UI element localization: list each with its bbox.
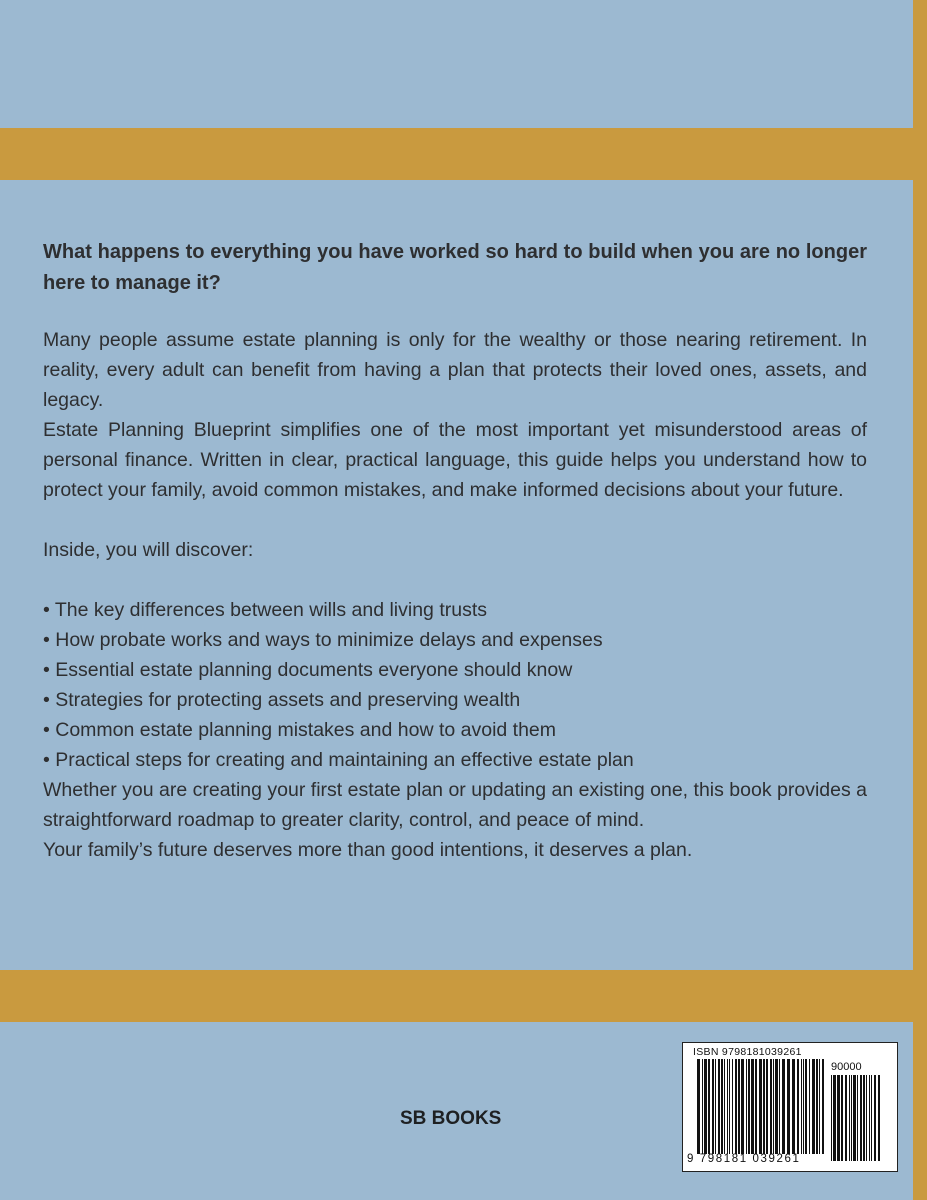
barcode-bar [857, 1075, 858, 1161]
barcode-bar [805, 1059, 807, 1154]
list-item: • Practical steps for creating and maintaining an effective estate plan [43, 749, 634, 771]
barcode-bar [718, 1059, 720, 1154]
back-cover-text [43, 237, 867, 865]
barcode-bar [721, 1059, 723, 1154]
isbn-barcode [682, 1042, 898, 1172]
barcode-bar [724, 1059, 725, 1154]
list-item: • The key differences between wills and living trusts [43, 599, 487, 621]
barcode-bar [763, 1059, 765, 1154]
top-panel [0, 0, 913, 128]
barcode-addon-bars [831, 1075, 883, 1161]
closing-paragraph: Whether you are creating your first estate plan or updating an existing one, this book provides a straightforward roadmap to greater clarity, control, and peace of mind. [43, 779, 867, 831]
barcode-bar [715, 1059, 716, 1154]
isbn-label: ISBN 9798181039261 [693, 1046, 802, 1058]
barcode-bar [732, 1059, 733, 1154]
barcode-bar [741, 1059, 744, 1154]
barcode-bar [755, 1059, 757, 1154]
spacer [43, 565, 867, 595]
barcode-bar [878, 1075, 880, 1161]
barcode-bars [697, 1059, 825, 1154]
barcode-bar [809, 1059, 810, 1154]
list-item: • Common estate planning mistakes and how to avoid them [43, 719, 557, 741]
barcode-bar [746, 1059, 747, 1154]
barcode-bar [869, 1075, 870, 1161]
spacer [43, 505, 867, 535]
barcode-bar [819, 1059, 820, 1154]
barcode-bar [766, 1059, 768, 1154]
barcode-digits: 9 798181 039261 [687, 1153, 801, 1165]
closing-paragraph: Your family’s future deserves more than good intentions, it deserves a plan. [43, 839, 693, 861]
barcode-bar [759, 1059, 762, 1154]
barcode-bar [770, 1059, 772, 1154]
barcode-bar [704, 1059, 707, 1154]
list-item: • Strategies for protecting assets and preserving wealth [43, 689, 521, 711]
barcode-bar [702, 1059, 703, 1154]
discover-lead: Inside, you will discover: [43, 539, 254, 561]
barcode-bar [841, 1075, 843, 1161]
barcode-bar [866, 1075, 867, 1161]
headline: What happens to everything you have worked so hard to build when you are no longer here to manage it? [43, 241, 867, 294]
barcode-bar [816, 1059, 818, 1154]
barcode-bar [797, 1059, 799, 1154]
barcode-bar [727, 1059, 728, 1154]
barcode-bar [851, 1075, 852, 1161]
barcode-bar [779, 1059, 780, 1154]
barcode-bar [729, 1059, 730, 1154]
list-item: • Essential estate planning documents everyone should know [43, 659, 573, 681]
barcode-bar [748, 1059, 750, 1154]
barcode-bar [837, 1075, 840, 1161]
barcode-bar [853, 1075, 856, 1161]
barcode-bar [712, 1059, 714, 1154]
barcode-bar [863, 1075, 865, 1161]
barcode-bar [831, 1075, 832, 1161]
barcode-bar [833, 1075, 836, 1161]
barcode-bar [708, 1059, 710, 1154]
barcode-bar [775, 1059, 778, 1154]
barcode-bar [801, 1059, 802, 1154]
barcode-bar [874, 1075, 876, 1161]
barcode-bar [738, 1059, 740, 1154]
barcode-bar [845, 1075, 847, 1161]
barcode-bar [751, 1059, 754, 1154]
barcode-bar [787, 1059, 790, 1154]
barcode-bar [697, 1059, 700, 1154]
barcode-bar [849, 1075, 850, 1161]
publisher-name: SB BOOKS [400, 1108, 502, 1129]
barcode-bar [871, 1075, 872, 1161]
intro-paragraph: Estate Planning Blueprint simplifies one of the most important yet misunderstood areas of personal finance. Written in clear, practical language, this guide helps you understand how to protect your family, avoid common mistakes, and make informed decisions about your future. [43, 419, 867, 501]
barcode-bar [803, 1059, 804, 1154]
barcode-bar [735, 1059, 737, 1154]
price-code: 90000 [831, 1061, 862, 1073]
barcode-bar [792, 1059, 795, 1154]
barcode-bar [822, 1059, 824, 1154]
barcode-bar [860, 1075, 862, 1161]
barcode-bar [782, 1059, 785, 1154]
intro-paragraph: Many people assume estate planning is only for the wealthy or those nearing retirement. In reality, every adult can benefit from having a plan that protects their loved ones, assets, and legacy. [43, 329, 867, 411]
barcode-bar [773, 1059, 774, 1154]
feature-list [43, 595, 867, 775]
list-item: • How probate works and ways to minimize delays and expenses [43, 629, 603, 651]
barcode-bar [812, 1059, 815, 1154]
